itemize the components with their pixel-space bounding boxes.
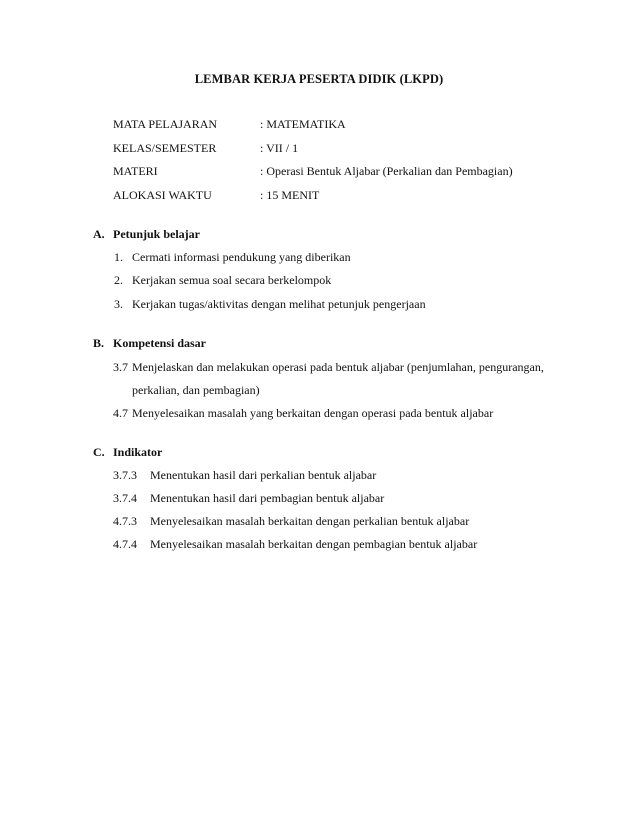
item-number: 4.7 bbox=[113, 406, 128, 420]
item-text: Menjelaskan dan melakukan operasi pada bentuk aljabar (penjumlahan, pengurangan, bbox=[132, 360, 544, 374]
item-number: 3.7.3 bbox=[113, 468, 137, 482]
info-label: KELAS/SEMESTER bbox=[113, 141, 217, 155]
list-item bbox=[114, 273, 331, 288]
list-item bbox=[113, 406, 493, 421]
item-number: 2. bbox=[114, 273, 123, 287]
item-number: 4.7.3 bbox=[113, 514, 137, 528]
info-value: : Operasi Bentuk Aljabar (Perkalian dan Pembagian) bbox=[260, 164, 513, 178]
section-letter: C. bbox=[93, 445, 105, 459]
list-item bbox=[113, 514, 469, 529]
section-a-heading bbox=[93, 227, 200, 242]
item-text: Cermati informasi pendukung yang diberikan bbox=[132, 250, 351, 264]
document-title: LEMBAR KERJA PESERTA DIDIK (LKPD) bbox=[194, 72, 444, 86]
info-value: : MATEMATIKA bbox=[260, 117, 346, 131]
item-text: Kerjakan tugas/aktivitas dengan melihat petunjuk pengerjaan bbox=[132, 297, 426, 311]
info-value: : 15 MENIT bbox=[260, 188, 320, 202]
section-title: Indikator bbox=[113, 445, 163, 459]
section-letter: B. bbox=[93, 336, 105, 350]
info-value: : VII / 1 bbox=[260, 141, 299, 155]
item-number: 1. bbox=[114, 250, 123, 264]
section-title: Petunjuk belajar bbox=[113, 227, 200, 241]
item-text: Kerjakan semua soal secara berkelompok bbox=[132, 273, 332, 287]
item-text: Menyelesaikan masalah yang berkaitan dengan operasi pada bentuk aljabar bbox=[132, 406, 494, 420]
info-label: ALOKASI WAKTU bbox=[113, 188, 212, 202]
list-item-continuation: perkalian, dan pembagian) bbox=[132, 383, 260, 397]
section-b-heading bbox=[93, 336, 206, 351]
info-label: MATERI bbox=[113, 164, 158, 178]
info-label: MATA PELAJARAN bbox=[113, 117, 218, 131]
list-item bbox=[114, 297, 426, 312]
section-title: Kompetensi dasar bbox=[113, 336, 206, 350]
item-text: Menyelesaikan masalah berkaitan dengan pembagian bentuk aljabar bbox=[150, 537, 478, 551]
section-c-heading bbox=[93, 445, 162, 460]
list-item bbox=[113, 360, 544, 375]
item-number: 3. bbox=[114, 297, 123, 311]
item-text: Menentukan hasil dari perkalian bentuk aljabar bbox=[150, 468, 377, 482]
list-item bbox=[114, 250, 351, 265]
item-text: Menyelesaikan masalah berkaitan dengan perkalian bentuk aljabar bbox=[150, 514, 470, 528]
list-item bbox=[113, 491, 384, 506]
section-letter: A. bbox=[93, 227, 105, 241]
item-text: Menentukan hasil dari pembagian bentuk aljabar bbox=[150, 491, 385, 505]
item-number: 3.7.4 bbox=[113, 491, 137, 505]
item-number: 3.7 bbox=[113, 360, 128, 374]
list-item bbox=[113, 537, 477, 552]
list-item bbox=[113, 468, 376, 483]
item-number: 4.7.4 bbox=[113, 537, 137, 551]
